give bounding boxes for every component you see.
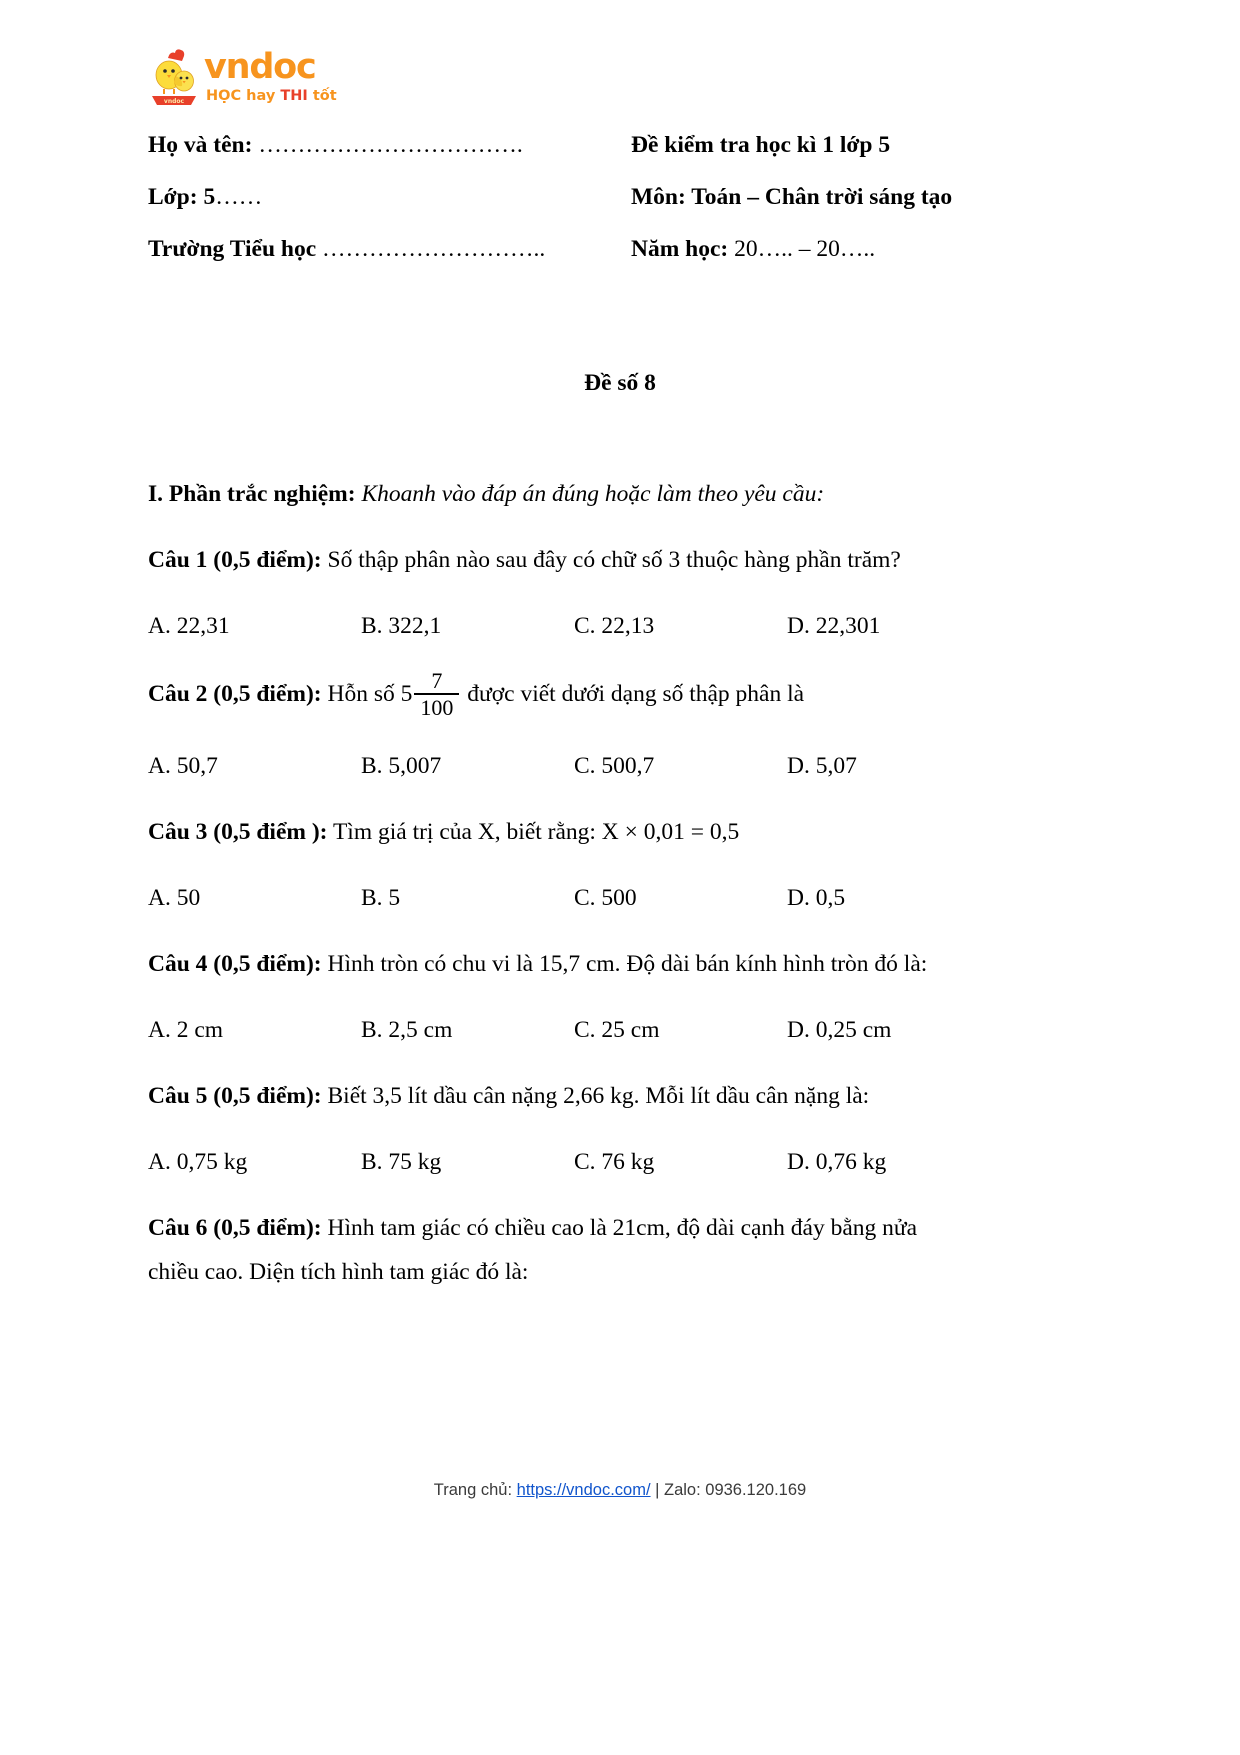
school-year-field [631, 234, 1092, 264]
question-2-text-before: Hỗn số 5 [321, 681, 413, 708]
question-1-option-c[interactable]: C. 22,13 [574, 613, 655, 639]
logo-tagline [206, 88, 337, 104]
question-5-option-c[interactable]: C. 76 kg [574, 1148, 655, 1175]
question-2-fraction [414, 669, 459, 721]
question-5-options [148, 1140, 938, 1184]
header-row-3 [148, 234, 1092, 264]
question-1 [148, 538, 960, 582]
exam-content [148, 472, 960, 1316]
class-field [148, 182, 631, 212]
question-4-option-d[interactable]: D. 0,25 cm [787, 1016, 892, 1043]
question-4-text: Hình tròn có chu vi là 15,7 cm. Độ dài bán kính hình tròn đó là: [321, 950, 928, 977]
class-value: …… [215, 184, 263, 210]
question-3-option-b[interactable]: B. 5 [361, 884, 401, 911]
exam-title-label: Đề kiểm tra học kì 1 lớp 5 [631, 132, 891, 158]
question-3 [148, 810, 960, 854]
school-year-label: Năm học: [631, 236, 729, 262]
question-5 [148, 1074, 960, 1118]
question-4-options [148, 1008, 938, 1052]
student-name-value: ……………………………. [252, 132, 523, 158]
svg-text:vndoc: vndoc [163, 98, 185, 105]
question-1-option-a[interactable]: A. 22,31 [148, 613, 230, 639]
class-label: Lớp: 5 [148, 184, 216, 210]
chick-mascot-icon [148, 48, 200, 110]
question-5-option-a[interactable]: A. 0,75 kg [148, 1148, 248, 1175]
section-instruction: Khoanh vào đáp án đúng hoặc làm theo yêu cầu: [355, 481, 825, 507]
school-label: Trường Tiểu học [148, 236, 317, 262]
question-1-label: Câu 1 (0,5 điểm): [148, 547, 322, 573]
logo-tagline-hay: hay [246, 88, 276, 104]
school-value: ……………………….. [316, 236, 546, 262]
footer-suffix: | Zalo: 0936.120.169 [650, 1481, 807, 1499]
question-2-option-d[interactable]: D. 5,07 [787, 752, 857, 779]
question-4 [148, 942, 960, 986]
school-year-value: 20….. – 20….. [728, 236, 876, 262]
question-5-text: Biết 3,5 lít dầu cân nặng 2,66 kg. Mỗi lít dầu cân nặng là: [321, 1082, 870, 1109]
header-row-2 [148, 182, 1092, 212]
question-6-text: Hình tam giác có chiều cao là 21cm, độ dài cạnh đáy bằng nửa chiều cao. Diện tích hình tam giác đó là: [148, 1214, 918, 1285]
exam-number-heading: Đề số 8 [584, 370, 656, 396]
footer-homepage-link[interactable]: https://vndoc.com/ [516, 1481, 651, 1499]
subject-field [631, 182, 1092, 212]
question-6 [148, 1206, 960, 1294]
question-4-option-b[interactable]: B. 2,5 cm [361, 1016, 453, 1043]
section-title: I. Phần trắc nghiệm: [148, 481, 356, 507]
footer-prefix: Trang chủ: [433, 1481, 517, 1499]
question-2-text-after: được viết dưới dạng số thập phân là [461, 681, 805, 708]
vndoc-logo[interactable] [148, 46, 448, 114]
question-1-text: Số thập phân nào sau đây có chữ số 3 thuộc hàng phần trăm? [321, 547, 901, 573]
section-heading [148, 472, 960, 516]
question-6-label: Câu 6 (0,5 điểm): [148, 1214, 322, 1241]
question-2-options [148, 744, 938, 788]
question-4-option-c[interactable]: C. 25 cm [574, 1016, 660, 1043]
question-4-option-a[interactable]: A. 2 cm [148, 1016, 224, 1043]
question-3-option-a[interactable]: A. 50 [148, 884, 201, 911]
logo-wordmark: vndoc [204, 47, 316, 87]
question-2-option-c[interactable]: C. 500,7 [574, 752, 655, 779]
logo-tagline-tot: tốt [312, 88, 337, 104]
page-footer [0, 1479, 1240, 1501]
question-1-option-b[interactable]: B. 322,1 [361, 613, 442, 639]
question-5-option-b[interactable]: B. 75 kg [361, 1148, 442, 1175]
question-1-option-d[interactable]: D. 22,301 [787, 613, 881, 639]
subject-label: Môn: Toán – Chân trời sáng tạo [631, 184, 953, 210]
school-field [148, 234, 631, 264]
question-5-label: Câu 5 (0,5 điểm): [148, 1082, 322, 1109]
question-2-label: Câu 2 (0,5 điểm): [148, 681, 322, 708]
question-5-option-d[interactable]: D. 0,76 kg [787, 1148, 887, 1175]
exam-header [148, 130, 1092, 286]
question-3-option-d[interactable]: D. 0,5 [787, 884, 846, 911]
question-2-option-b[interactable]: B. 5,007 [361, 752, 442, 779]
question-3-label: Câu 3 (0,5 điểm ): [148, 818, 328, 845]
exam-title [631, 130, 1092, 160]
question-2-option-a[interactable]: A. 50,7 [148, 752, 218, 779]
header-row-1 [148, 130, 1092, 160]
logo-tagline-thi: THI [280, 88, 308, 104]
question-1-options [148, 604, 938, 648]
student-name-field [148, 130, 631, 160]
question-3-options [148, 876, 938, 920]
question-3-text: Tìm giá trị của X, biết rằng: X × 0,01 = 0,5 [327, 818, 740, 845]
question-3-option-c[interactable]: C. 500 [574, 884, 637, 911]
student-name-label: Họ và tên: [148, 132, 253, 158]
logo-tagline-hoc: HỌC [206, 88, 242, 104]
fraction-numerator: 7 [431, 668, 443, 693]
question-2 [148, 670, 960, 722]
fraction-denominator: 100 [420, 694, 454, 720]
question-4-label: Câu 4 (0,5 điểm): [148, 950, 322, 977]
